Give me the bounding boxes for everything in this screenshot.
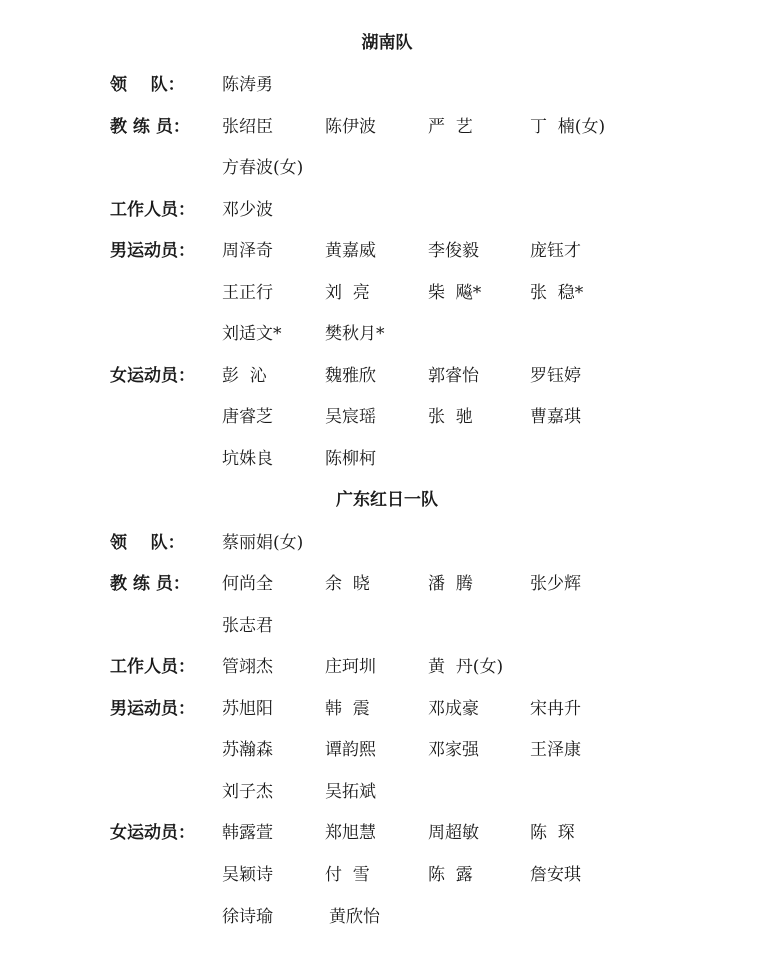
person-name: 徐诗瑜 [222,907,273,927]
person-name: 郭睿怡 [428,366,479,386]
person-name: 唐睿芝 [222,407,273,427]
staff-row [0,197,774,223]
person-name: 何尚全 [222,574,273,594]
male-athletes-row-continued [0,280,774,306]
person-name: 方春波(女) [222,158,304,178]
male-athletes-row [0,238,774,264]
coaches-row-continued [0,613,774,639]
team-title: 广东红日一队 [336,490,438,510]
person-name: 黄欣怡 [329,907,380,927]
leader-row [0,530,774,556]
role-label: 男运动员： [110,241,195,261]
person-name: 张志君 [222,616,273,636]
person-name: 黄嘉威 [325,241,376,261]
female-athletes-row [0,820,774,846]
male-athletes-row-continued [0,321,774,347]
person-name: 宋冉升 [530,699,581,719]
team-title: 湖南队 [361,33,413,53]
person-name: 管翊杰 [222,657,273,677]
role-label: 领 队： [110,533,185,553]
female-athletes-row-continued [0,904,774,930]
person-name: 苏旭阳 [222,699,273,719]
person-name: 陈涛勇 [222,75,273,95]
leader-row [0,72,774,98]
person-name: 刘 亮 [325,283,370,303]
person-name: 蔡丽娟(女) [222,533,304,553]
person-name: 邓成豪 [428,699,479,719]
female-athletes-row-continued [0,404,774,430]
role-label: 女运动员： [110,823,195,843]
person-name: 吴拓斌 [325,782,376,802]
coaches-row [0,114,774,140]
person-name: 严 艺 [428,117,473,137]
male-athletes-row [0,696,774,722]
role-label: 工作人员： [110,657,195,677]
female-athletes-row [0,363,774,389]
coaches-row [0,571,774,597]
person-name: 韩 震 [325,699,370,719]
person-name: 陈柳柯 [325,449,376,469]
role-label: 教 练 员： [110,117,190,137]
person-name: 黄 丹(女) [428,657,504,677]
male-athletes-row-continued [0,737,774,763]
role-label: 女运动员： [110,366,195,386]
coaches-row-continued [0,155,774,181]
person-name: 张 稳* [530,283,584,303]
role-label: 工作人员： [110,200,195,220]
role-label: 男运动员： [110,699,195,719]
person-name: 张少辉 [530,574,581,594]
person-name: 陈 琛 [530,823,575,843]
person-name: 苏瀚森 [222,740,273,760]
role-label: 领 队： [110,75,185,95]
male-athletes-row-continued [0,779,774,805]
person-name: 曹嘉琪 [530,407,581,427]
person-name: 李俊毅 [428,241,479,261]
person-name: 彭 沁 [222,366,267,386]
person-name: 刘子杰 [222,782,273,802]
person-name: 王泽康 [530,740,581,760]
person-name: 谭韵熙 [325,740,376,760]
person-name: 张绍臣 [222,117,273,137]
person-name: 邓少波 [222,200,273,220]
person-name: 丁 楠(女) [530,117,606,137]
person-name: 罗钰婷 [530,366,581,386]
person-name: 邓家强 [428,740,479,760]
female-athletes-row-continued [0,446,774,472]
person-name: 魏雅欣 [325,366,376,386]
person-name: 周超敏 [428,823,479,843]
role-label: 教 练 员： [110,574,190,594]
person-name: 庞钰才 [530,241,581,261]
person-name: 吴宸瑶 [325,407,376,427]
staff-row [0,654,774,680]
person-name: 樊秋月* [325,324,385,344]
person-name: 刘适文* [222,324,282,344]
person-name: 张 驰 [428,407,473,427]
person-name: 余 晓 [325,574,370,594]
person-name: 陈 露 [428,865,473,885]
person-name: 王正行 [222,283,273,303]
female-athletes-row-continued [0,862,774,888]
person-name: 周泽奇 [222,241,273,261]
person-name: 潘 腾 [428,574,473,594]
person-name: 詹安琪 [530,865,581,885]
person-name: 柴 飚* [428,283,482,303]
person-name: 付 雪 [325,865,370,885]
person-name: 坑姝良 [222,449,273,469]
person-name: 庄珂圳 [325,657,376,677]
person-name: 郑旭慧 [325,823,376,843]
person-name: 韩露萱 [222,823,273,843]
person-name: 吴颖诗 [222,865,273,885]
person-name: 陈伊波 [325,117,376,137]
